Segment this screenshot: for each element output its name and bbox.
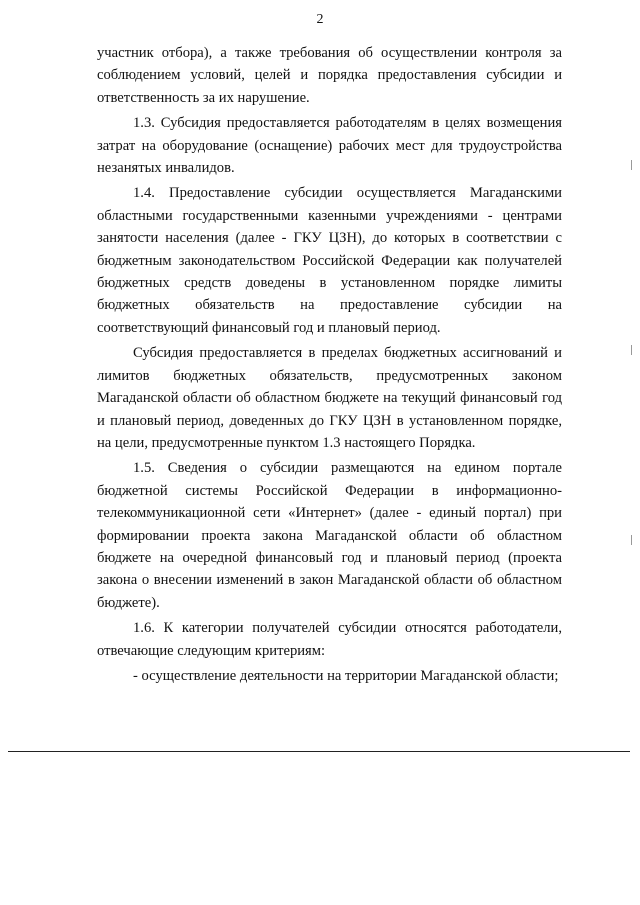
criteria-item: - осуществление деятельности на территории Магаданской области; (133, 667, 559, 684)
paragraph-1-5: 1.5. Сведения о субсидии размещаются на едином портале бюджетной системы Российской Федерации в информационно-телекоммуникационной сети «Интернет» (далее - единый портал) при формировании проекта закона Магаданской области об областном бюджете на очередной финансовый год и плановый период (проекта закона о внесении изменений в закон Магаданской области об областном бюджете). (97, 460, 562, 611)
page-bottom-rule (8, 751, 630, 752)
page-number: 2 (316, 12, 324, 27)
edge-scan-mark (631, 345, 632, 355)
edge-scan-mark (631, 535, 632, 545)
paragraph-continuation: участник отбора), а также требования об осуществлении контроля за соблюдением условий, целей и порядка предоставления субсидии и ответственность за их нарушение. (97, 45, 562, 106)
paragraph-1-4: 1.4. Предоставление субсидии осуществляется Магаданскими областными государственными казенными учреждениями - центрами занятости населения (далее - ГКУ ЦЗН), до которых в соответствии с бюджетным законодательством Российской Федерации как получателей бюджетных средств доведены в установленном порядке лимиты бюджетных обязательств на предоставление субсидии на соответствующий финансовый год и плановый период. (97, 185, 562, 336)
paragraph-1-6: 1.6. К категории получателей субсидии относятся работодатели, отвечающие следующим критериям: (97, 620, 562, 659)
document-body (97, 42, 562, 687)
edge-scan-mark (631, 160, 632, 170)
paragraph-subsidy-limits: Субсидия предоставляется в пределах бюджетных ассигнований и лимитов бюджетных обязательств, предусмотренных законом Магаданской области об областном бюджете на текущий финансовый год и плановый период, доведенных до ГКУ ЦЗН в установленном порядке, на цели, предусмотренные пунктом 1.3 настоящего Порядка. (97, 345, 562, 451)
paragraph-1-3: 1.3. Субсидия предоставляется работодателям в целях возмещения затрат на оборудование (оснащение) рабочих мест для трудоустройства незанятых инвалидов. (97, 115, 562, 177)
